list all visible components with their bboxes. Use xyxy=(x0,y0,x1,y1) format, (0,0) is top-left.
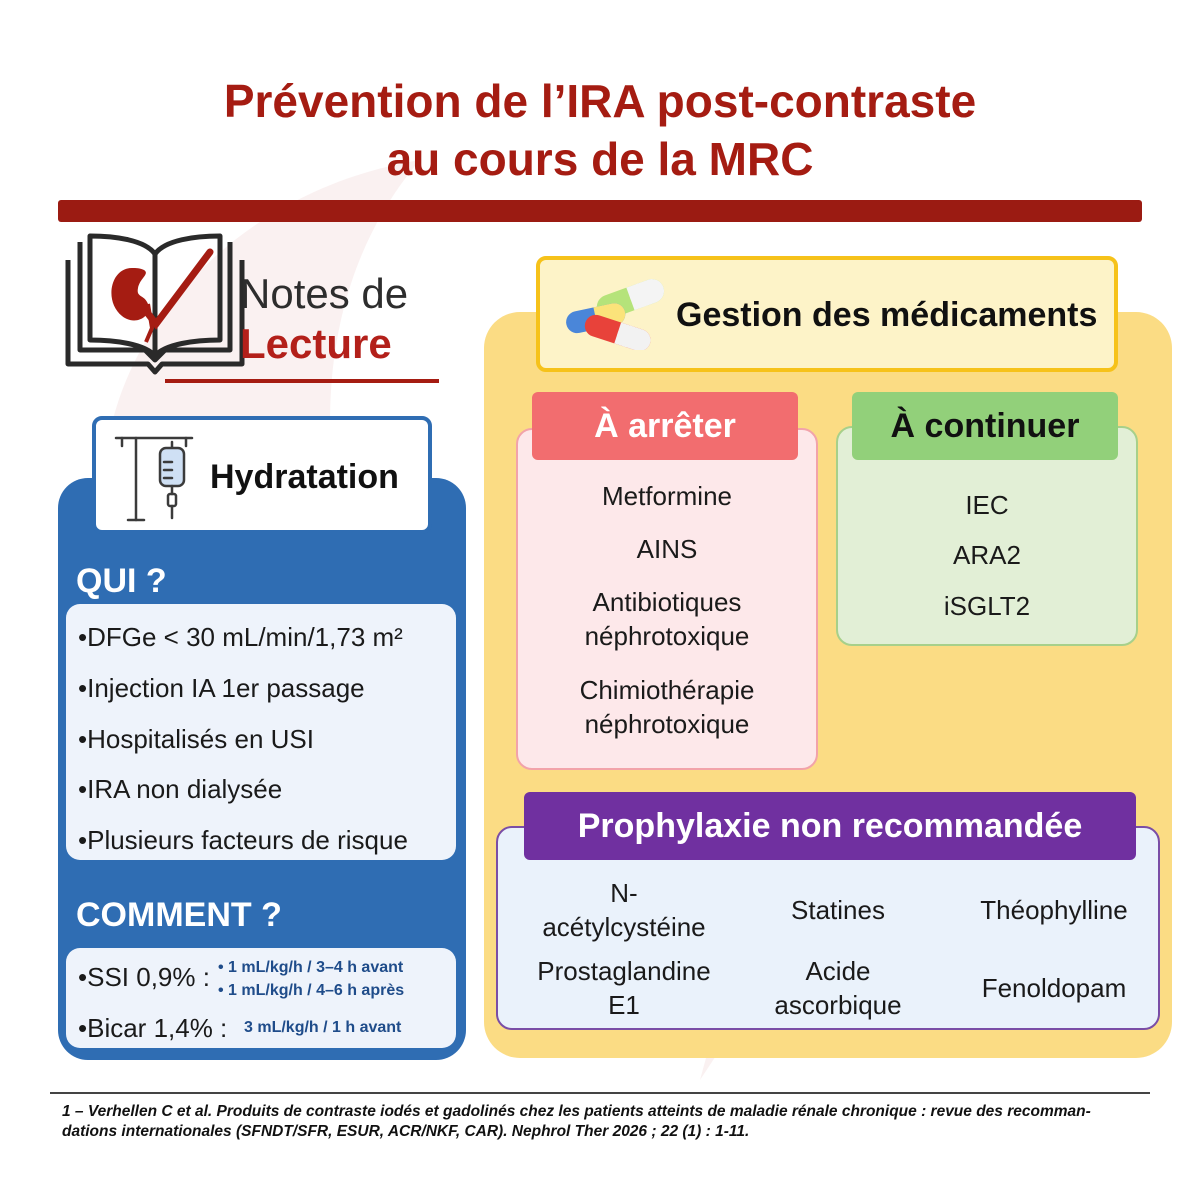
page-title-line2: au cours de la MRC xyxy=(386,133,814,185)
list-item: Chimiothérapie néphrotoxique xyxy=(579,675,755,739)
list-item: •IRA non dialysée xyxy=(78,774,283,804)
pills-icon xyxy=(562,278,674,350)
footer-divider xyxy=(50,1092,1150,1094)
list-item: •Plusieurs facteurs de risque xyxy=(78,825,408,855)
footer-citation: 1 – Verhellen C et al. Produits de contraste iodés et gadolinés chez les patients atteints de maladie rénale chronique : revue des recomman-dations internationales (SFNDT/SFR, ESUR, ACR/NKF, CAR). Nephrol Ther 2026 ; 22 (1) : 1-11. xyxy=(62,1103,1091,1140)
list-item: Statines xyxy=(791,895,885,925)
page-title xyxy=(0,72,1200,188)
ssi-label: •SSI 0,9% : xyxy=(78,962,210,992)
list-item: Théophylline xyxy=(980,895,1128,925)
bicar-label: •Bicar 1,4% : xyxy=(78,1013,228,1043)
list-item: AINS xyxy=(636,534,698,564)
logo-underline xyxy=(165,379,439,383)
ssi-detail-after: • 1 mL/kg/h / 4–6 h après xyxy=(218,982,405,999)
iv-drip-icon xyxy=(112,432,196,524)
page-title-line1: Prévention de l’IRA post-contraste xyxy=(223,75,977,127)
ssi-detail-before: • 1 mL/kg/h / 3–4 h avant xyxy=(218,959,404,976)
bicar-detail: 3 mL/kg/h / 1 h avant xyxy=(244,1019,402,1036)
list-item: IEC xyxy=(965,490,1009,520)
arreter-header: À arrêter xyxy=(532,392,798,460)
list-item: •Injection IA 1er passage xyxy=(78,673,365,703)
list-item: N-acétylcystéine xyxy=(542,878,706,942)
logo-text-notes: Notes de xyxy=(240,270,409,317)
list-item: •Hospitalisés en USI xyxy=(78,724,314,754)
list-item: Metformine xyxy=(601,481,733,511)
list-item: Prostaglandine E1 xyxy=(537,956,711,1020)
continuer-header: À continuer xyxy=(852,392,1118,460)
gestion-title: Gestion des médicaments xyxy=(676,296,1098,334)
list-item: Acide ascorbique xyxy=(774,956,902,1020)
logo-text-lecture: Lecture xyxy=(240,320,392,367)
hydratation-title: Hydratation xyxy=(210,458,399,496)
title-divider xyxy=(58,200,1142,222)
qui-label: QUI ? xyxy=(76,562,167,600)
comment-label: COMMENT ? xyxy=(76,896,282,934)
kidney-check-logo-icon xyxy=(111,252,210,342)
list-item: Fenoldopam xyxy=(981,973,1127,1003)
list-item: ARA2 xyxy=(953,540,1021,570)
list-item: Antibiotiques néphrotoxique xyxy=(584,587,750,651)
list-item: iSGLT2 xyxy=(943,591,1031,621)
prophylaxie-header: Prophylaxie non recommandée xyxy=(524,792,1136,860)
list-item: •DFGe < 30 mL/min/1,73 m² xyxy=(78,622,403,652)
